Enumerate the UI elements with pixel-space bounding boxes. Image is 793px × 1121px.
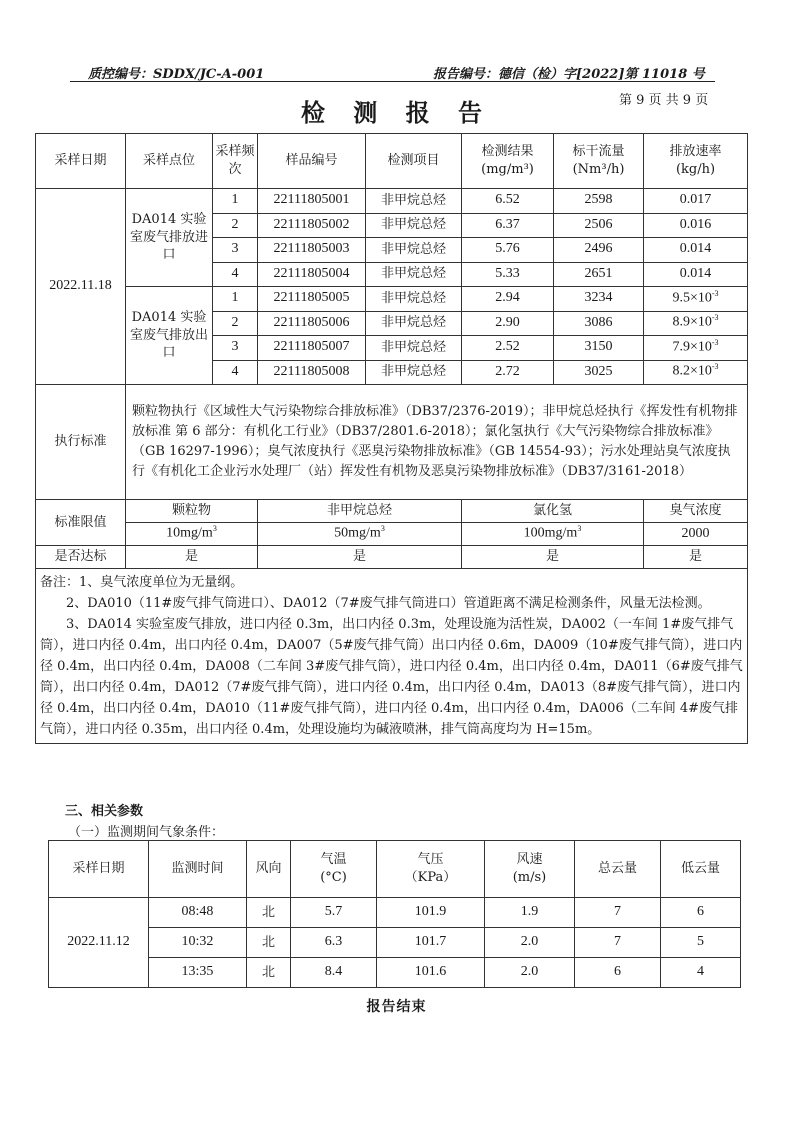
pressure-cell: 101.6 (377, 958, 485, 988)
section-subtitle: （一）监测期间气象条件： (68, 825, 225, 840)
rate-cell: 0.014 (644, 238, 748, 263)
weather-conditions-table (48, 840, 741, 988)
flow-cell: 3150 (554, 336, 644, 361)
page-number: 第 9 页 共 9 页 (619, 93, 709, 108)
limit-name-nmhc: 非甲烷总烃 (258, 500, 462, 523)
header-flow-label: 标干流量 (572, 144, 625, 160)
rate-exponent: -3 (711, 313, 719, 323)
sample-no-cell: 22111805008 (258, 360, 366, 385)
result-cell: 2.52 (462, 336, 554, 361)
rate-value: 8.9×10 (672, 315, 712, 331)
compliance-label: 是否达标 (36, 546, 126, 569)
weather-header-speed (485, 841, 575, 898)
limit-name-hcl: 氯化氢 (462, 500, 644, 523)
header-result-label: 检测结果 (481, 144, 534, 160)
sample-no-cell: 22111805001 (258, 189, 366, 214)
limit-value-nmhc (258, 523, 462, 546)
header-result-unit: (mg/m³) (481, 162, 534, 177)
rate-value: 9.5×10 (672, 290, 712, 306)
result-cell: 2.72 (462, 360, 554, 385)
header-sample-number: 样品编号 (258, 134, 366, 189)
compliance-cell: 是 (126, 546, 258, 569)
temp-cell: 6.3 (291, 928, 377, 958)
limit-name-row (36, 500, 748, 523)
inlet-point-cell: DA014 实验室废气排放进口 (126, 189, 213, 287)
limit-value-row (36, 523, 748, 546)
item-cell: 非甲烷总烃 (366, 336, 462, 361)
freq-cell: 2 (213, 213, 258, 238)
limit-name-odor: 臭气浓度 (644, 500, 748, 523)
time-cell: 13:35 (149, 958, 247, 988)
table-row (49, 958, 741, 988)
rate-cell (644, 311, 748, 336)
table-header-row (36, 134, 748, 189)
note-line: 备注：1、臭气浓度单位为无量纲。 (40, 575, 244, 590)
rate-cell (644, 287, 748, 312)
outlet-point-cell: DA014 实验室废气排放出口 (126, 287, 213, 385)
limit-name-pm: 颗粒物 (126, 500, 258, 523)
report-title: 检 测 报 告 (300, 98, 493, 127)
sampling-date-cell: 2022.11.18 (36, 189, 126, 385)
compliance-row (36, 546, 748, 569)
pressure-cell: 101.9 (377, 898, 485, 928)
rate-cell (644, 336, 748, 361)
flow-cell: 2651 (554, 262, 644, 287)
header-rate (644, 134, 748, 189)
result-cell: 6.37 (462, 213, 554, 238)
limit-value-pm (126, 523, 258, 546)
note-line: 2、DA010（11#废气排气筒进口）、DA012（7#废气排气筒进口）管道距离不满足检测条件，风量无法检测。 (40, 596, 711, 612)
standard-row (36, 385, 748, 500)
section-title: 三、相关参数 (65, 804, 144, 819)
temp-cell: 5.7 (291, 898, 377, 928)
weather-header-low-cloud: 低云量 (661, 841, 741, 898)
weather-header-pressure (377, 841, 485, 898)
wind-dir-cell: 北 (247, 898, 291, 928)
weather-date-cell: 2022.11.12 (49, 898, 149, 988)
header-test-item: 检测项目 (366, 134, 462, 189)
flow-cell: 2506 (554, 213, 644, 238)
header-flow (554, 134, 644, 189)
speed-cell: 2.0 (485, 958, 575, 988)
item-cell: 非甲烷总烃 (366, 360, 462, 385)
rate-cell: 0.017 (644, 189, 748, 214)
total-cloud-cell: 7 (575, 898, 661, 928)
compliance-cell: 是 (644, 546, 748, 569)
item-cell: 非甲烷总烃 (366, 287, 462, 312)
note-line: 3、DA014 实验室废气排放，进口内径 0.3m，出口内径 0.3m，处理设施为活性炭，DA002（一车间 1#废气排气筒），进口内径 0.4m，出口内径 0.4m，DA007（5#废气排气筒）出口内径 0.6m，DA009（10#废气排气筒），进口内径 0.4m，出口内径 0.4m，DA008（二车间 3#废气排气筒），进口内径 0.4m，出口内径 0.4m，DA011（6#废气排气筒），出口内径 0.4m，DA012（7#废气排气筒），进口内径 0.4m，出口内径 0.4m，DA013（8#废气排气筒），进口内径 0.4m，出口内径 0.4m，DA010（11#废气排气筒），进口内径 0.4m，出口内径 0.4m，DA006（二车间 4#废气排气筒），进口内径 0.35m，出口内径 0.4m，处理设施均为碱液喷淋，排气筒高度均为 H=15m。 (40, 617, 743, 738)
weather-header-temp (291, 841, 377, 898)
standard-label: 执行标准 (36, 385, 126, 500)
rate-exponent: -3 (711, 337, 719, 347)
report-end: 报告结束 (366, 999, 427, 1015)
weather-header-total-cloud: 总云量 (575, 841, 661, 898)
time-cell: 10:32 (149, 928, 247, 958)
flow-cell: 3234 (554, 287, 644, 312)
item-cell: 非甲烷总烃 (366, 189, 462, 214)
freq-cell: 3 (213, 238, 258, 263)
header-rule (70, 81, 715, 82)
total-cloud-cell: 7 (575, 928, 661, 958)
result-cell: 6.52 (462, 189, 554, 214)
flow-cell: 3086 (554, 311, 644, 336)
limit-unit-sup: 3 (380, 524, 385, 534)
rate-cell: 0.016 (644, 213, 748, 238)
notes-cell (36, 569, 748, 744)
report-number: 报告编号：德信（检）字[2022]第 11018 号 (433, 67, 705, 82)
freq-cell: 2 (213, 311, 258, 336)
header-flow-unit: (Nm³/h) (572, 162, 625, 177)
detection-results-table (35, 133, 748, 744)
total-cloud-cell: 6 (575, 958, 661, 988)
rate-exponent: -3 (711, 362, 719, 372)
low-cloud-cell: 6 (661, 898, 741, 928)
quality-control-number: 质控编号：SDDX/JC-A-001 (88, 67, 265, 82)
freq-cell: 1 (213, 287, 258, 312)
limit-label: 标准限值 (36, 500, 126, 546)
item-cell: 非甲烷总烃 (366, 311, 462, 336)
header-rate-unit: (kg/h) (675, 162, 716, 177)
freq-cell: 1 (213, 189, 258, 214)
temp-cell: 8.4 (291, 958, 377, 988)
rate-value: 7.9×10 (672, 339, 712, 355)
weather-header-temp-unit: (°C) (320, 870, 347, 885)
limit-value: 100mg/m (523, 525, 578, 541)
flow-cell: 2496 (554, 238, 644, 263)
limit-value: 50mg/m (334, 525, 381, 541)
pressure-cell: 101.7 (377, 928, 485, 958)
weather-header-temp-label: 气温 (320, 852, 347, 868)
flow-cell: 3025 (554, 360, 644, 385)
weather-header-wind-dir: 风向 (247, 841, 291, 898)
wind-dir-cell: 北 (247, 928, 291, 958)
rate-cell: 0.014 (644, 262, 748, 287)
freq-cell: 4 (213, 262, 258, 287)
compliance-cell: 是 (258, 546, 462, 569)
speed-cell: 2.0 (485, 928, 575, 958)
freq-cell: 4 (213, 360, 258, 385)
speed-cell: 1.9 (485, 898, 575, 928)
time-cell: 08:48 (149, 898, 247, 928)
result-cell: 5.76 (462, 238, 554, 263)
sample-no-cell: 22111805004 (258, 262, 366, 287)
table-row (36, 189, 748, 214)
sample-no-cell: 22111805007 (258, 336, 366, 361)
limit-unit-sup: 3 (577, 524, 582, 534)
low-cloud-cell: 4 (661, 958, 741, 988)
header-sampling-point: 采样点位 (126, 134, 213, 189)
header-frequency: 采样频次 (213, 134, 258, 189)
sample-no-cell: 22111805005 (258, 287, 366, 312)
result-cell: 2.90 (462, 311, 554, 336)
table-row (36, 287, 748, 312)
low-cloud-cell: 5 (661, 928, 741, 958)
limit-unit-sup: 3 (212, 524, 217, 534)
item-cell: 非甲烷总烃 (366, 213, 462, 238)
freq-cell: 3 (213, 336, 258, 361)
flow-cell: 2598 (554, 189, 644, 214)
rate-value: 8.2×10 (672, 364, 712, 380)
weather-header-pressure-unit: （KPa） (404, 870, 457, 885)
result-cell: 2.94 (462, 287, 554, 312)
header-sampling-date: 采样日期 (36, 134, 126, 189)
weather-header-time: 监测时间 (149, 841, 247, 898)
wind-dir-cell: 北 (247, 958, 291, 988)
rate-exponent: -3 (711, 288, 719, 298)
limit-value-hcl (462, 523, 644, 546)
sample-no-cell: 22111805006 (258, 311, 366, 336)
rate-cell (644, 360, 748, 385)
limit-value: 10mg/m (166, 525, 213, 541)
notes-row (36, 569, 748, 744)
table-row (49, 928, 741, 958)
limit-value-odor: 2000 (644, 523, 748, 546)
weather-header-row (49, 841, 741, 898)
standard-text: 颗粒物执行《区域性大气污染物综合排放标准》（DB37/2376-2019）；非甲烷总烃执行《挥发性有机物排放标准 第 6 部分：有机化工行业》（DB37/2801.6-2018）；氯化氢执行《大气污染物综合排放标准》（GB 16297-1996）；臭气浓度执行《恶臭污染物排放标准》（GB 14554-93）；污水处理站臭气浓度执行《有机化工企业污水处理厂（站）挥发性有机物及恶臭污染物排放标准》（DB37/3161-2018） (126, 385, 748, 500)
item-cell: 非甲烷总烃 (366, 262, 462, 287)
header-rate-label: 排放速率 (669, 144, 722, 160)
weather-header-speed-label: 风速 (516, 852, 543, 868)
weather-header-date: 采样日期 (49, 841, 149, 898)
sample-no-cell: 22111805002 (258, 213, 366, 238)
result-cell: 5.33 (462, 262, 554, 287)
weather-header-speed-unit: (m/s) (512, 870, 547, 885)
table-row (49, 898, 741, 928)
weather-header-pressure-label: 气压 (417, 852, 444, 868)
header-result (462, 134, 554, 189)
compliance-cell: 是 (462, 546, 644, 569)
sample-no-cell: 22111805003 (258, 238, 366, 263)
item-cell: 非甲烷总烃 (366, 238, 462, 263)
